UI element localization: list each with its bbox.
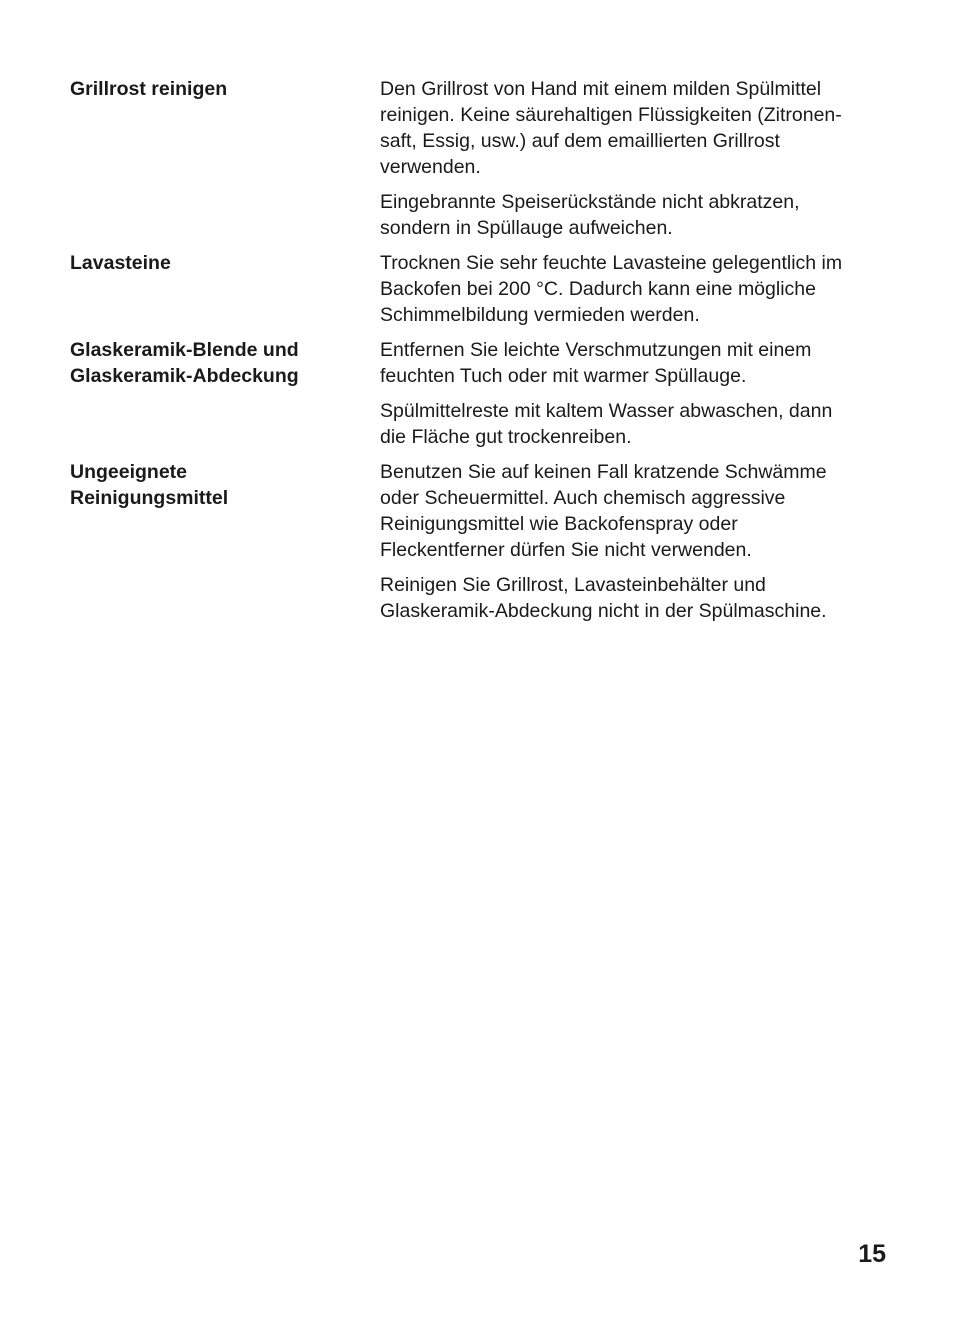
text-line: Trocknen Sie sehr feuchte Lavasteine gelegentlich im <box>380 252 843 274</box>
section-term <box>70 76 380 241</box>
text-line: Eingebrannte Speiserückstände nicht abkratzen, <box>380 191 800 213</box>
text-line: Entfernen Sie leichte Verschmutzungen mit einem <box>380 339 812 361</box>
text-line: die Fläche gut trockenreiben. <box>380 426 632 448</box>
text-line: feuchten Tuch oder mit warmer Spüllauge. <box>380 365 747 387</box>
paragraph <box>380 459 890 563</box>
section-description <box>380 250 890 328</box>
cleaning-instructions <box>70 76 890 633</box>
section-lavasteine <box>70 250 890 328</box>
text-line: Fleckentferner dürfen Sie nicht verwenden. <box>380 539 752 561</box>
section-term <box>70 250 380 328</box>
page-number: 15 <box>858 1240 886 1268</box>
text-line: saft, Essig, usw.) auf dem emaillierten Grillrost <box>380 130 780 152</box>
paragraph <box>380 250 890 328</box>
section-ungeeignete-reinigungsmittel <box>70 459 890 624</box>
text-line: Schimmelbildung vermieden werden. <box>380 304 700 326</box>
term-line: Grillrost reinigen <box>70 78 228 100</box>
section-description <box>380 459 890 624</box>
section-term <box>70 459 380 624</box>
text-line: sondern in Spüllauge aufweichen. <box>380 217 673 239</box>
text-line: Spülmittelreste mit kaltem Wasser abwaschen, dann <box>380 400 833 422</box>
paragraph <box>380 337 890 389</box>
section-glaskeramik <box>70 337 890 450</box>
paragraph <box>380 572 890 624</box>
term-line: Lavasteine <box>70 252 171 274</box>
section-description <box>380 76 890 241</box>
text-line: Reinigen Sie Grillrost, Lavasteinbehälter und <box>380 574 766 596</box>
section-grillrost-reinigen <box>70 76 890 241</box>
text-line: Glaskeramik-Abdeckung nicht in der Spülmaschine. <box>380 600 827 622</box>
text-line: Den Grillrost von Hand mit einem milden Spülmittel <box>380 78 822 100</box>
paragraph <box>380 189 890 241</box>
term-line: Glaskeramik-Blende und <box>70 339 299 361</box>
text-line: Benutzen Sie auf keinen Fall kratzende Schwämme <box>380 461 827 483</box>
paragraph <box>380 76 890 180</box>
term-line: Ungeeignete <box>70 461 188 483</box>
term-line: Reinigungsmittel <box>70 487 229 509</box>
paragraph <box>380 398 890 450</box>
section-term <box>70 337 380 450</box>
text-line: reinigen. Keine säurehaltigen Flüssigkeiten (Zitronen- <box>380 104 842 126</box>
text-line: oder Scheuermittel. Auch chemisch aggressive <box>380 487 786 509</box>
term-line: Glaskeramik-Abdeckung <box>70 365 299 387</box>
text-line: Backofen bei 200 °C. Dadurch kann eine mögliche <box>380 278 816 300</box>
text-line: Reinigungsmittel wie Backofenspray oder <box>380 513 738 535</box>
text-line: verwenden. <box>380 156 481 178</box>
section-description <box>380 337 890 450</box>
